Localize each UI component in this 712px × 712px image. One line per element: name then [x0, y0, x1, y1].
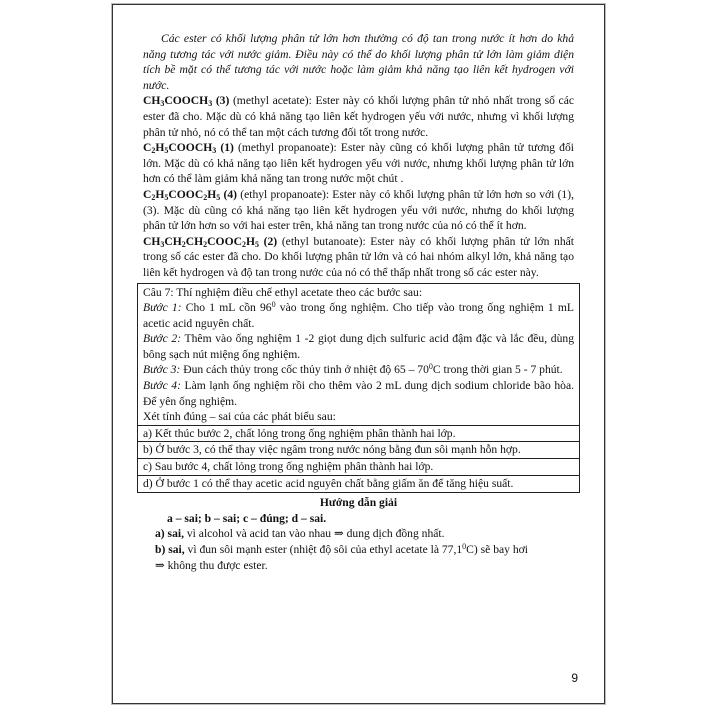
solution-b-continued: ⇒ không thu được ester. — [155, 558, 268, 572]
question-7-box — [137, 283, 580, 494]
page-number: 9 — [571, 671, 578, 685]
document-page — [112, 4, 605, 704]
solution-b: b) sai, vì đun sôi mạnh ester (nhiệt độ sôi của ethyl acetate là 77,1$^0$C) sẽ bay hơi — [155, 542, 529, 556]
step-2: Bước 2: Thêm vào ống nghiệm 1 -2 giọt dung dịch sulfuric acid đậm đặc và lắc đều, dùng bông sạch nút miệng ống nghiệm. — [143, 332, 574, 361]
step-1: Bước 1: Cho 1 mL cồn $96^0$ vào trong ống nghiệm. Cho tiếp vào trong ống nghiệm 1 mL acetic acid nguyên chất. — [143, 300, 575, 330]
ester-methyl-acetate: $CH_3COOCH_3$ (3) (methyl acetate): Ester này có khối lượng phân tử nhỏ nhất trong số các ester đã cho. Mặc dù có khả năng tạo liên kết hydrogen yếu với nước, nhưng vì khối lượng phân tử nhỏ, nó có thể tan một cách tương đối tốt trong nước. — [143, 94, 574, 139]
page-content — [143, 31, 574, 573]
step-3: Bước 3: Đun cách thủy trong cốc thủy tinh ở nhiệt độ $65 - 70^0C$ trong thời gian 5 - 7 phút. — [143, 362, 563, 377]
intro-paragraph: Các ester có khối lượng phân tử lớn hơn thường có độ tan trong nước ít hơn do khả năng tương tác với nước giảm. Điều này có thể do khối lượng phân tử lớn làm giảm diện tích bề mặt có thể tương tác với nước hoặc làm giảm khả năng tạo liên kết hydrogen với nước. — [143, 32, 574, 92]
solution-summary: a – sai; b – sai; c – đúng; d – sai. — [167, 511, 327, 525]
ester-ethyl-butanoate: $CH_3CH_2CH_2COOC_2H_5$ (2) (ethyl butanoate): Ester này có khối lượng phân tử lớn nhất trong số các ester đã cho. Do khối lượng phân tử lớn và có hai nhóm alkyl lớn, khả năng tạo liên kết hydrogen và độ tan trong nước của nó có thể thấp nhất trong số các ester này. — [143, 234, 574, 279]
question-prompt: Xét tính đúng – sai của các phát biểu sau: — [143, 410, 336, 424]
step-4: Bước 4: Làm lạnh ống nghiệm rồi cho thêm vào 2 mL dung dịch sodium chloride bão hòa. Để yên ống nghiệm. — [143, 379, 574, 408]
ester-methyl-propanoate: $C_2H_5COOCH_3$ (1) (methyl propanoate): Ester này cũng có khối lượng phân tử tương đối lớn. Mặc dù có khả năng tạo liên kết hydrogen yếu với nước, nhưng khối lượng phân tử lớn hơn có thể làm giảm khả năng tan trong nước một chút . — [143, 141, 574, 186]
solution-a: a) sai, vì alcohol và acid tan vào nhau ⇒ dung dịch đồng nhất. — [155, 527, 445, 541]
statement-b: b) Ở bước 3, có thể thay việc ngâm trong nước nóng bằng đun sôi mạnh hỗn hợp. — [143, 443, 521, 457]
statement-c: c) Sau bước 4, chất lỏng trong ống nghiệm phân thành hai lớp. — [143, 460, 434, 474]
statement-d: d) Ở bước 1 có thể thay acetic acid nguyên chất bằng giấm ăn để tăng hiệu suất. — [143, 476, 514, 490]
solution-heading: Hướng dẫn giải — [319, 496, 398, 510]
ester-ethyl-propanoate: $C_2H_5COOC_2H_5$ (4) (ethyl propanoate): Ester này có khối lượng phân tử lớn hơn so với (1), (3). Mặc dù cũng có khả năng tạo liên kết hydrogen yếu với nước, nhưng do khối lượng phân tử lớn hơn so với hai ester trên, khả năng tan trong nước của nó có thể ít hơn. — [143, 187, 574, 233]
statement-a: a) Kết thúc bước 2, chất lỏng trong ống nghiệm phân thành hai lớp. — [143, 426, 456, 440]
question-title: Câu 7: Thí nghiệm điều chế ethyl acetate theo các bước sau: — [143, 285, 423, 299]
